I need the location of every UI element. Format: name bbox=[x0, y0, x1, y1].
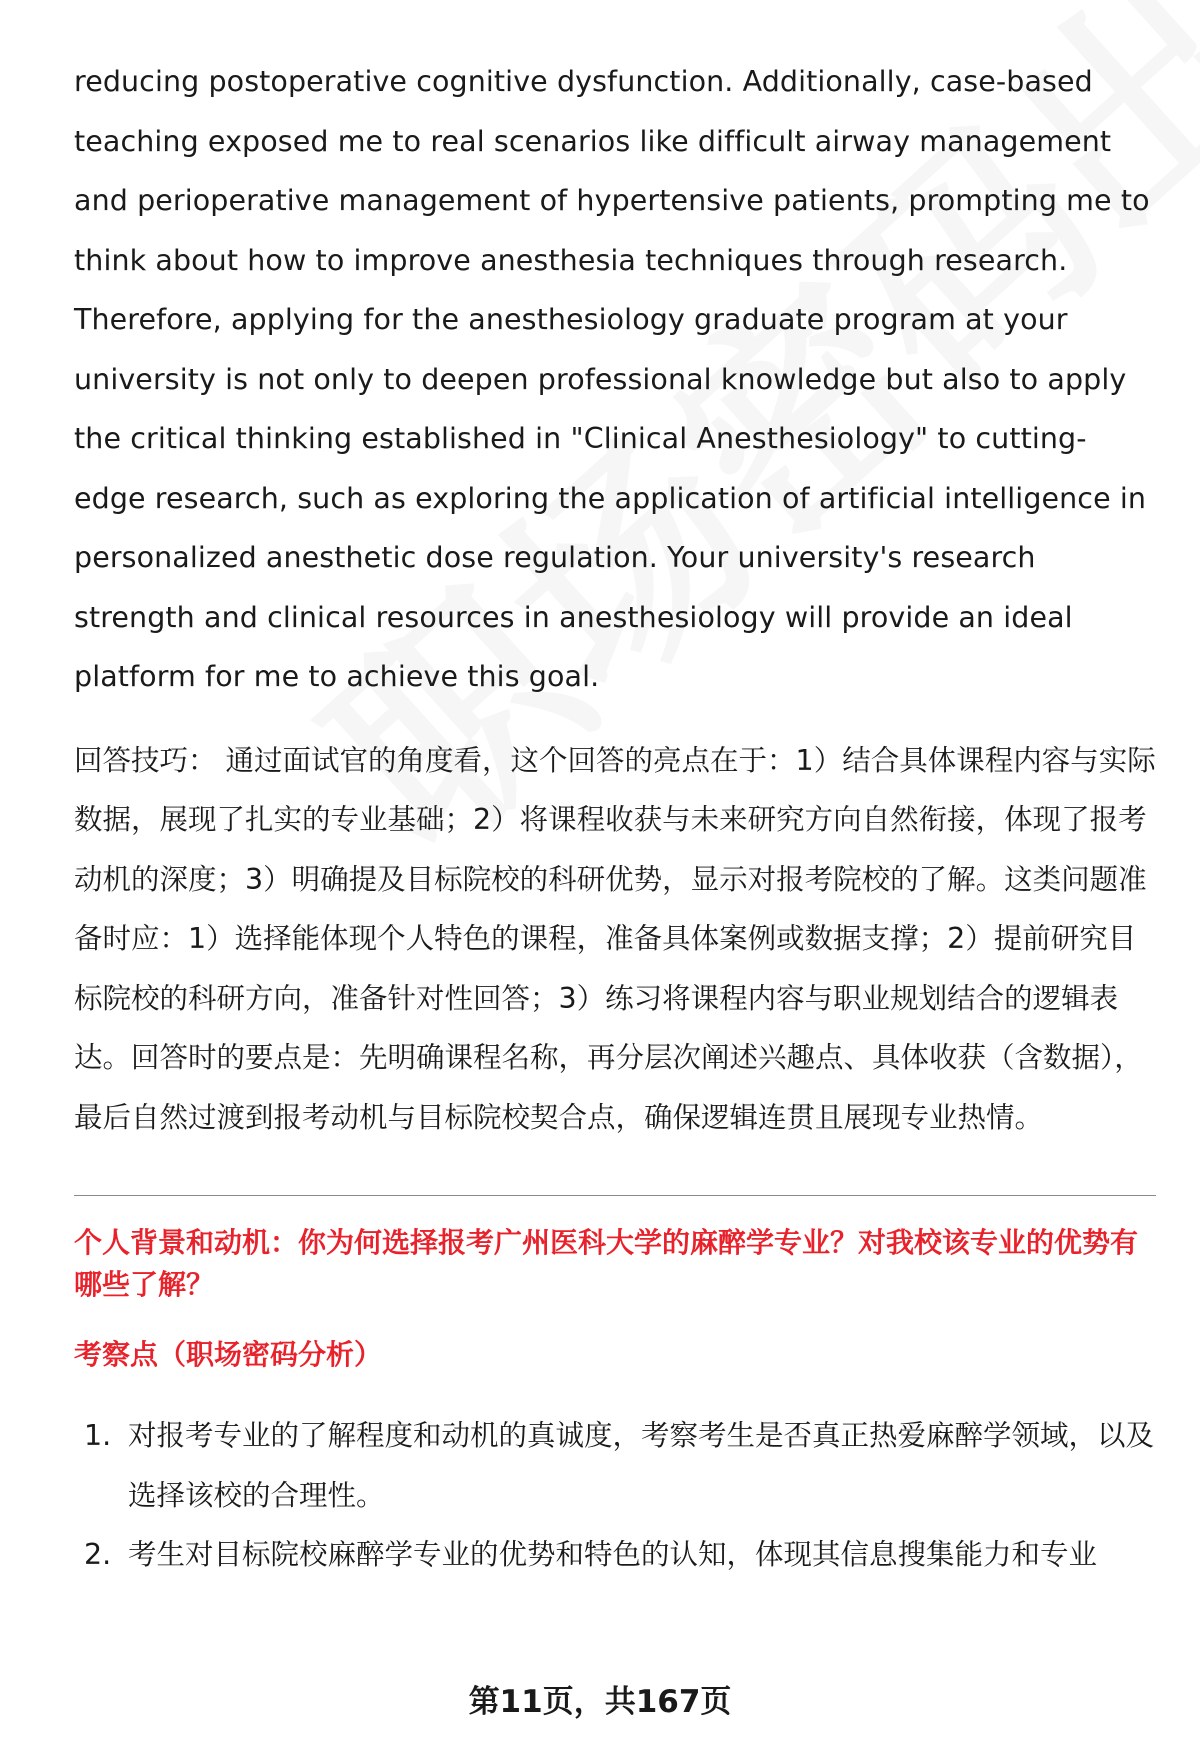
question-title: 个人背景和动机：你为何选择报考广州医科大学的麻醉学专业？对我校该专业的优势有哪些了解？ bbox=[74, 1226, 1139, 1301]
assessment-points-heading: 考察点（职场密码分析） bbox=[74, 1338, 383, 1371]
answer-tips-paragraph: 回答技巧： 通过面试官的角度看，这个回答的亮点在于：1）结合具体课程内容与实际数据，展现了扎实的专业基础；2）将课程收获与未来研究方向自然衔接，体现了报考动机的深度；3）明确提及目标院校的科研优势，显示对报考院校的了解。这类问题准备时应：1）选择能体现个人特色的课程，准备具体案例或数据支撑；2）提前研究目标院校的科研方向，准备针对性回答；3）练习将课程内容与职业规划结合的逻辑表达。回答时的要点是：先明确课程名称，再分层次阐述兴趣点、具体收获（含数据），最后自然过渡到报考动机与目标院校契合点，确保逻辑连贯且展现专业热情。 bbox=[74, 743, 1156, 1134]
list-item bbox=[74, 1406, 1156, 1525]
assessment-points-list bbox=[74, 1406, 1156, 1585]
list-item-number: 2. bbox=[84, 1538, 112, 1571]
list-item bbox=[74, 1525, 1156, 1585]
list-item-number: 1. bbox=[84, 1419, 112, 1452]
list-item-text: 对报考专业的了解程度和动机的真诚度，考察考生是否真正热爱麻醉学领域，以及选择该校的合理性。 bbox=[128, 1419, 1155, 1512]
english-answer-paragraph: reducing postoperative cognitive dysfunction. Additionally, case-based teaching exposed me to real scenarios like difficult airway management and perioperative management of hypertensive patients, prompting me to think about how to improve anesthesia techniques through research. Therefore, applying for the anesthesiology graduate program at your university is not only to deepen professional knowledge but also to apply the critical thinking established in "Clinical Anesthesiology" to cutting-edge research, such as exploring the application of artificial intelligence in personalized anesthetic dose regulation. Your university's research strength and clinical resources in anesthesiology will provide an ideal platform for me to achieve this goal. bbox=[74, 65, 1150, 693]
section-divider bbox=[74, 1195, 1156, 1196]
page-number-footer: 第11页，共167页 bbox=[468, 1684, 732, 1720]
page-content bbox=[74, 52, 1156, 1585]
list-item-text: 考生对目标院校麻醉学专业的优势和特色的认知，体现其信息搜集能力和专业 bbox=[128, 1538, 1098, 1571]
